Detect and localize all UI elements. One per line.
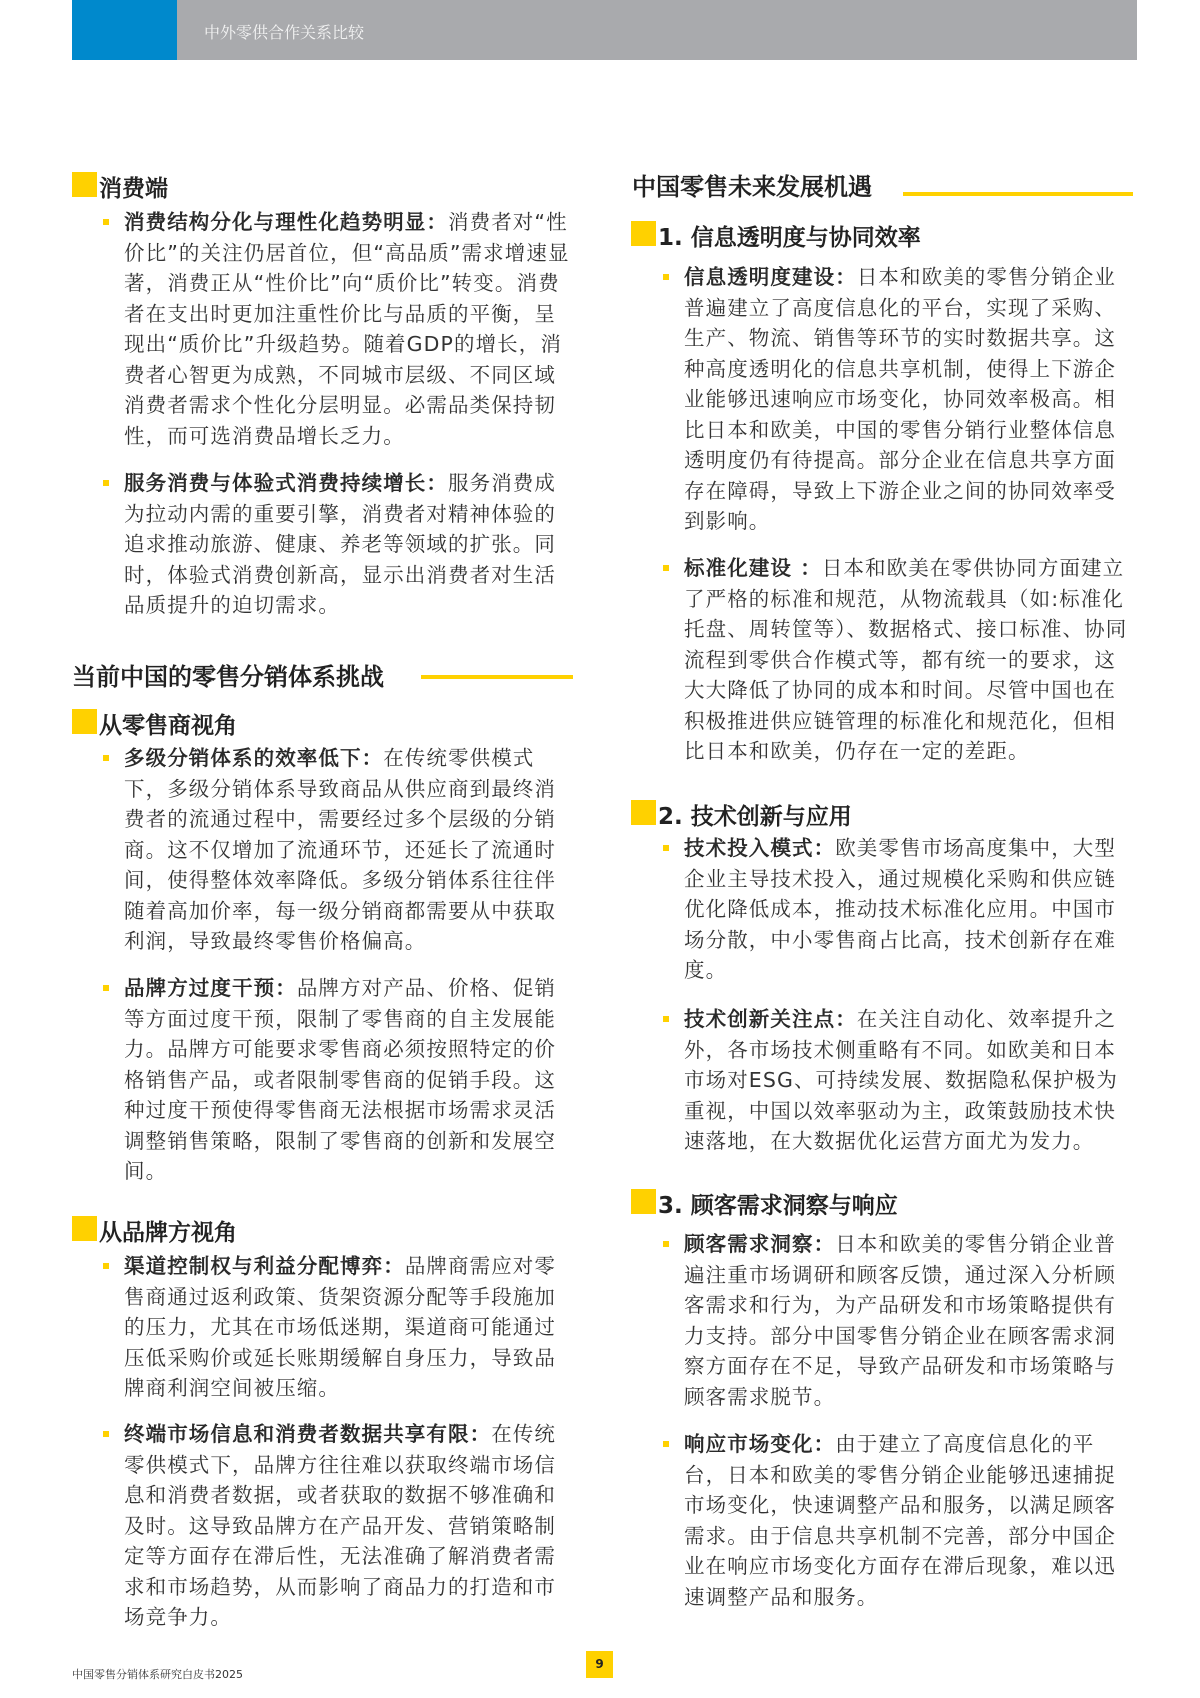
bullet-item: 技术创新关注点：在关注自动化、效率提升之外，各市场技术侧重略有不同。如欧美和日本市场对ESG、可持续发展、数据隐私保护极为重视，中国以效率驱动为主，政策鼓励技术快速落地，在大数据优化运营方面尤为发力。 — [684, 1004, 1130, 1157]
yellow-square-icon — [631, 800, 656, 825]
bullet-item: 信息透明度建设：日本和欧美的零售分销企业普遍建立了高度信息化的平台，实现了采购、生产、物流、销售等环节的实时数据共享。这种高度透明化的信息共享机制，使得上下游企业能够迅速响应市场变化，协同效率极高。相比日本和欧美，中国的零售分销行业整体信息透明度仍有待提高。部分企业在信息共享方面存在障碍，导致上下游企业之间的协同效率受到影响。 — [684, 262, 1130, 537]
page-number: 9 — [586, 1651, 613, 1678]
yellow-square-icon — [72, 1216, 97, 1241]
bullet-icon — [103, 985, 109, 991]
yellow-square-icon — [631, 221, 656, 246]
yellow-square-icon — [72, 709, 97, 734]
header-blue-block — [72, 0, 177, 60]
yellow-square-icon — [631, 1189, 656, 1214]
bullet-icon — [103, 480, 109, 486]
subheading-retailer: 从零售商视角 — [99, 707, 237, 740]
bullet-icon — [663, 1441, 669, 1447]
section-underline — [903, 192, 1133, 196]
subheading-transparency: 1. 信息透明度与协同效率 — [658, 219, 921, 252]
bullet-icon — [663, 565, 669, 571]
subheading-brand: 从品牌方视角 — [99, 1214, 237, 1247]
bullet-icon — [663, 274, 669, 280]
subheading-technology: 2. 技术创新与应用 — [658, 798, 852, 831]
bullet-item: 标准化建设 ：日本和欧美在零供协同方面建立了严格的标准和规范，从物流载具（如:标准化托盘、周转筐等）、数据格式、接口标准、协同流程到零供合作模式等，都有统一的要求，这大大降低了协同的成本和时间。尽管中国也在积极推进供应链管理的标准化和规范化，但相比日本和欧美，仍存在一定的差距。 — [684, 553, 1130, 767]
bullet-item: 顾客需求洞察：日本和欧美的零售分销企业普遍注重市场调研和顾客反馈，通过深入分析顾客需求和行为，为产品研发和市场策略提供有力支持。部分中国零售分销企业在顾客需求洞察方面存在不足，导致产品研发和市场策略与顾客需求脱节。 — [684, 1229, 1130, 1412]
footer-doc-title: 中国零售分销体系研究白皮书2025 — [72, 1668, 243, 1681]
bullet-item: 服务消费与体验式消费持续增长：服务消费成为拉动内需的重要引擎，消费者对精神体验的追求推动旅游、健康、养老等领域的扩张。同时，体验式消费创新高，显示出消费者对生活品质提升的迫切需求。 — [124, 468, 570, 621]
bullet-icon — [103, 1263, 109, 1269]
subheading-consumer: 消费端 — [99, 170, 168, 203]
bullet-item: 渠道控制权与利益分配博弈：品牌商需应对零售商通过返利政策、货架资源分配等手段施加的压力，尤其在市场低迷期，渠道商可能通过压低采购价或延长账期缓解自身压力，导致品牌商利润空间被压缩。 — [124, 1251, 570, 1404]
yellow-square-icon — [72, 172, 97, 197]
bullet-icon — [663, 1241, 669, 1247]
bullet-item: 消费结构分化与理性化趋势明显：消费者对“性价比”的关注仍居首位，但“高品质”需求增速显著，消费正从“性价比”向“质价比”转变。消费者在支出时更加注重性价比与品质的平衡，呈现出“质价比”升级趋势。随着GDP的增长，消费者心智更为成熟，不同城市层级、不同区域消费者需求个性化分层明显。必需品类保持韧性，而可选消费品增长乏力。 — [124, 207, 570, 451]
bullet-icon — [103, 755, 109, 761]
bullet-item: 品牌方过度干预：品牌方对产品、价格、促销等方面过度干预，限制了零售商的自主发展能力。品牌方可能要求零售商必须按照特定的价格销售产品，或者限制零售商的促销手段。这种过度干预使得零售商无法根据市场需求灵活调整销售策略，限制了零售商的创新和发展空间。 — [124, 973, 570, 1187]
bullet-icon — [103, 219, 109, 225]
section-title-challenges: 当前中国的零售分销体系挑战 — [72, 663, 384, 691]
bullet-icon — [663, 1016, 669, 1022]
bullet-item: 多级分销体系的效率低下：在传统零供模式下，多级分销体系导致商品从供应商到最终消费者的流通过程中，需要经过多个层级的分销商。这不仅增加了流通环节，还延长了流通时间，使得整体效率降低。多级分销体系往往伴随着高加价率，每一级分销商都需要从中获取利润，导致最终零售价格偏高。 — [124, 743, 570, 957]
section-underline — [421, 675, 573, 679]
header-title: 中外零供合作关系比较 — [204, 23, 365, 42]
bullet-item: 终端市场信息和消费者数据共享有限：在传统零供模式下，品牌方往往难以获取终端市场信息和消费者数据，或者获取的数据不够准确和及时。这导致品牌方在产品开发、营销策略制定等方面存在滞后性，无法准确了解消费者需求和市场趋势，从而影响了商品力的打造和市场竞争力。 — [124, 1419, 570, 1633]
section-title-opportunities: 中国零售未来发展机遇 — [632, 173, 872, 201]
bullet-icon — [663, 845, 669, 851]
subheading-customer: 3. 顾客需求洞察与响应 — [658, 1187, 898, 1220]
bullet-icon — [103, 1431, 109, 1437]
bullet-item: 响应市场变化：由于建立了高度信息化的平台，日本和欧美的零售分销企业能够迅速捕捉市场变化，快速调整产品和服务，以满足顾客需求。由于信息共享机制不完善，部分中国企业在响应市场变化方面存在滞后现象，难以迅速调整产品和服务。 — [684, 1429, 1130, 1612]
bullet-item: 技术投入模式：欧美零售市场高度集中，大型企业主导技术投入，通过规模化采购和供应链优化降低成本，推动技术标准化应用。中国市场分散，中小零售商占比高，技术创新存在难度。 — [684, 833, 1130, 986]
